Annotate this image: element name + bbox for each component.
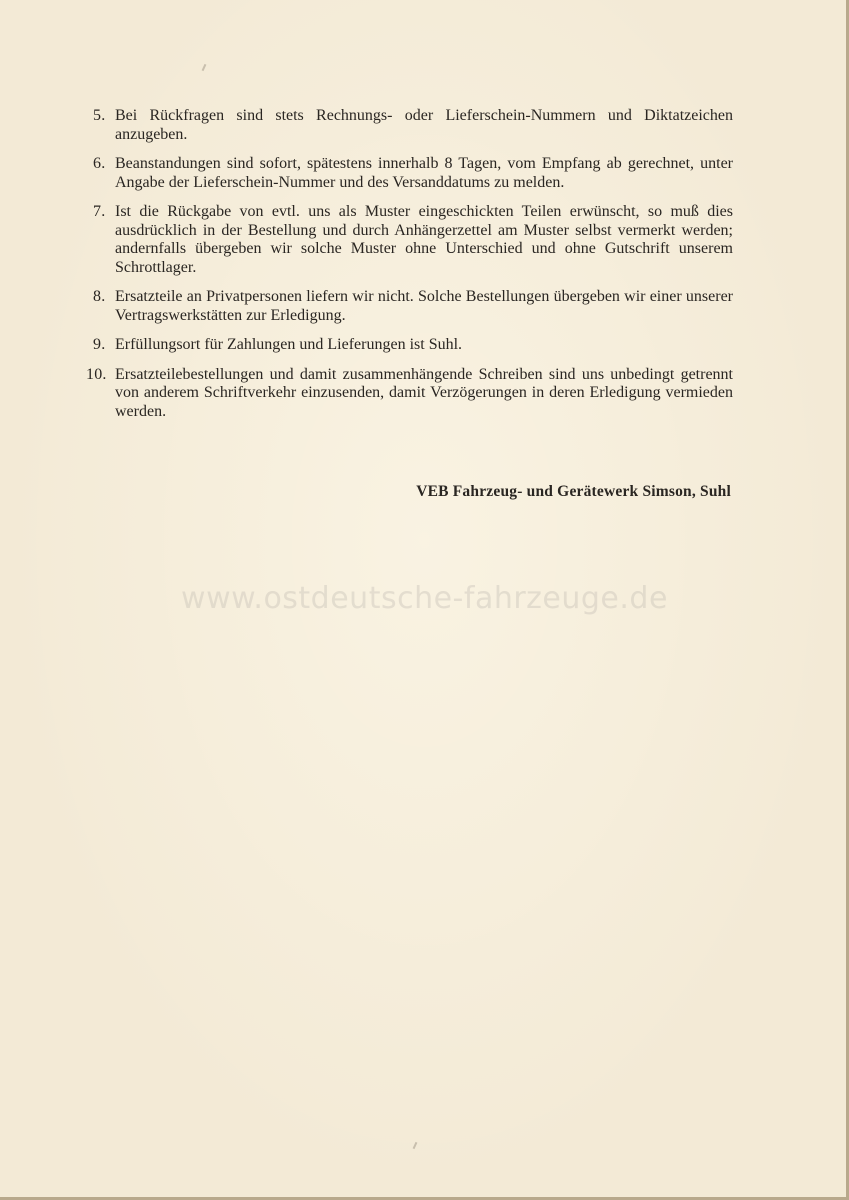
list-item [93, 203, 733, 277]
item-text: Ist die Rückgabe von evtl. uns als Muster eingeschickten Teilen erwünscht, so muß dies ausdrücklich in der Bestellung und durch Anhängerzettel am Muster selbst vermerkt werden; andernfalls übergeben wir solche Muster ohne Unterschied und ohne Gutschrift unserem Schrottlager. [115, 203, 733, 276]
list-item [86, 365, 733, 422]
conditions-list [86, 107, 733, 432]
item-number: 5. [93, 107, 106, 124]
item-number: 9. [93, 336, 106, 353]
item-text: Beanstandungen sind sofort, spätestens innerhalb 8 Tagen, vom Empfang ab gerechnet, unter Angabe der Lieferschein-Nummer und des Versanddatums zu melden. [115, 155, 733, 191]
list-item [93, 288, 733, 325]
item-text: Ersatzteilebestellungen und damit zusammenhängende Schreiben sind uns unbedingt getrennt von anderem Schriftverkehr einzusenden, damit Verzögerungen in deren Erledigung vermieden werden. [115, 365, 733, 420]
item-text: Ersatzteile an Privatpersonen liefern wir nicht. Solche Bestellungen übergeben wir einer unserer Vertragswerkstätten zur Erledigung. [115, 288, 733, 324]
item-text: Bei Rückfragen sind stets Rechnungs- oder Lieferschein-Nummern und Diktatzeichen anzugeben. [115, 107, 733, 143]
company-signature: VEB Fahrzeug- und Gerätewerk Simson, Suhl [416, 483, 731, 500]
paper-speck [413, 1142, 418, 1149]
item-number: 10. [86, 365, 107, 383]
list-item [93, 336, 733, 355]
paper-speck [202, 64, 207, 71]
item-number: 7. [93, 203, 106, 220]
item-number: 8. [93, 288, 106, 305]
list-item [93, 107, 733, 144]
item-text: Erfüllungsort für Zahlungen und Lieferungen ist Suhl. [115, 336, 463, 353]
watermark: www.ostdeutsche-fahrzeuge.de [181, 581, 668, 616]
item-number: 6. [93, 155, 106, 172]
list-item [93, 155, 733, 192]
